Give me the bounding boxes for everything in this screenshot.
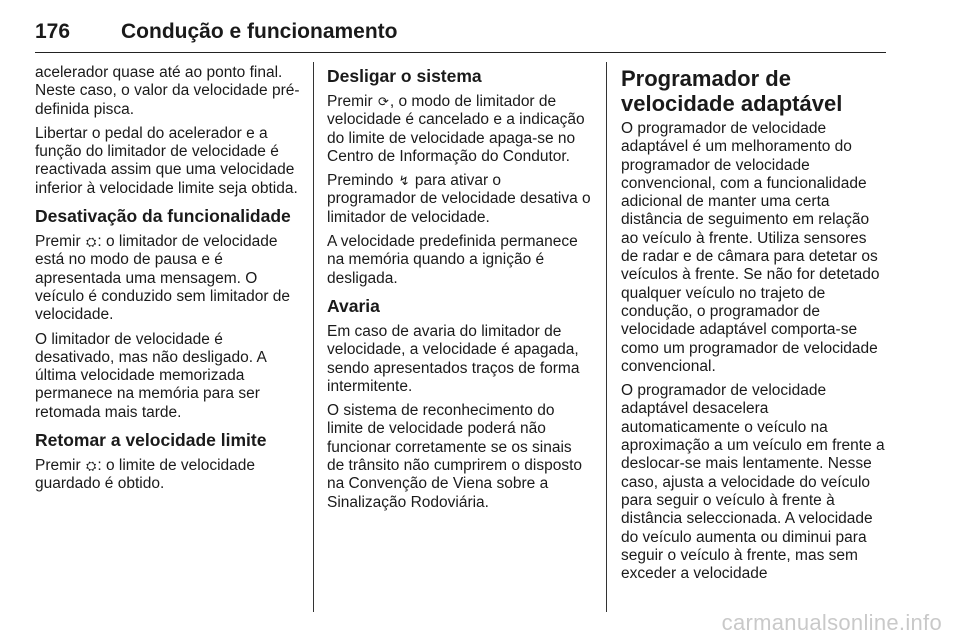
paragraph: acelerador quase até ao ponto final. Neste caso, o valor da velocidade pré-definida pisca. <box>35 64 300 118</box>
page-header <box>35 18 886 53</box>
paragraph: O programador de velocidade adaptável desacelera automaticamente o veículo na aproximação a um veículo em frente a deslocar-se mais lentamente. Nesse caso, ajusta a velocidade do veículo para seguir o veículo à frente à distância seleccionada. A velocidade do veículo aumenta ou diminui para seguir o veículo à frente, mas sem exceder a velocidade <box>621 382 885 583</box>
page-number: 176 <box>35 20 71 43</box>
section-heading-deactivate: Desativação da funcionalidade <box>35 206 291 227</box>
speed-limiter-icon: ⛭ <box>85 458 97 474</box>
cancel-cruise-icon: ⟳ <box>377 94 389 109</box>
section-heading-off: Desligar o sistema <box>327 66 482 86</box>
section-heading-adaptive-cruise: Programador de velocidade adaptável <box>621 66 843 116</box>
section-heading-fault: Avaria <box>327 295 380 316</box>
column-divider-1 <box>313 62 314 612</box>
watermark: carmanualsonline.info <box>721 610 942 635</box>
section-heading-resume: Retomar a velocidade limite <box>35 430 267 451</box>
paragraph: Libertar o pedal do acelerador e a função do limitador de velocidade é reactivada assim que uma velocidade inferior à velocidade limite seja obtida. <box>35 124 298 197</box>
paragraph: Em caso de avaria do limitador de velocidade, a velocidade é apagada, sendo apresentados traços de forma intermitente. <box>327 322 580 395</box>
column-3 <box>621 64 887 589</box>
chapter-title: Condução e funcionamento <box>121 20 398 43</box>
paragraph: A velocidade predefinida permanece na memória quando a ignição é desligada. <box>327 233 578 287</box>
column-2 <box>327 64 593 518</box>
speed-limiter-icon: ⛭ <box>85 234 97 250</box>
paragraph: Premir ⛭: o limitador de velocidade está no modo de pausa e é apresentada uma mensagem. O veículo é conduzido sem limitador de velocidade. <box>35 233 291 324</box>
paragraph: O programador de velocidade adaptável é um melhoramento do programador de velocidade convencional, com a funcionalidade adicional de manter uma certa distância de seguimento em relação ao veículo à frente. Utiliza sensores de radar e de câmara para detetar os veículos à frente. Se não for detetado qualquer veículo no trajeto de condução, o programador de velocidade adaptável comporta-se como um programador de velocidade convencional. <box>621 120 880 375</box>
paragraph: O sistema de reconhecimento do limite de velocidade poderá não funcionar corretamente se os sinais de trânsito não cumprirem o disposto na Convenção de Viena sobre a Sinalização Rodoviária. <box>327 402 583 511</box>
paragraph: Premindo ↯ para ativar o programador de velocidade desativa o limitador de velocidade. <box>327 172 591 226</box>
paragraph: Premir ⛭: o limite de velocidade guardado é obtido. <box>35 457 256 493</box>
column-divider-2 <box>606 62 607 612</box>
column-1 <box>35 64 301 500</box>
paragraph: Premir ⟳, o modo de limitador de velocidade é cancelado e a indicação do limite de velocidade apaga-se no Centro de Informação do Condutor. <box>327 93 585 165</box>
paragraph: O limitador de velocidade é desativado, mas não desligado. A última velocidade memorizada permanece na memória para ser retomada mais tarde. <box>35 330 266 421</box>
cruise-control-icon: ↯ <box>398 173 410 189</box>
